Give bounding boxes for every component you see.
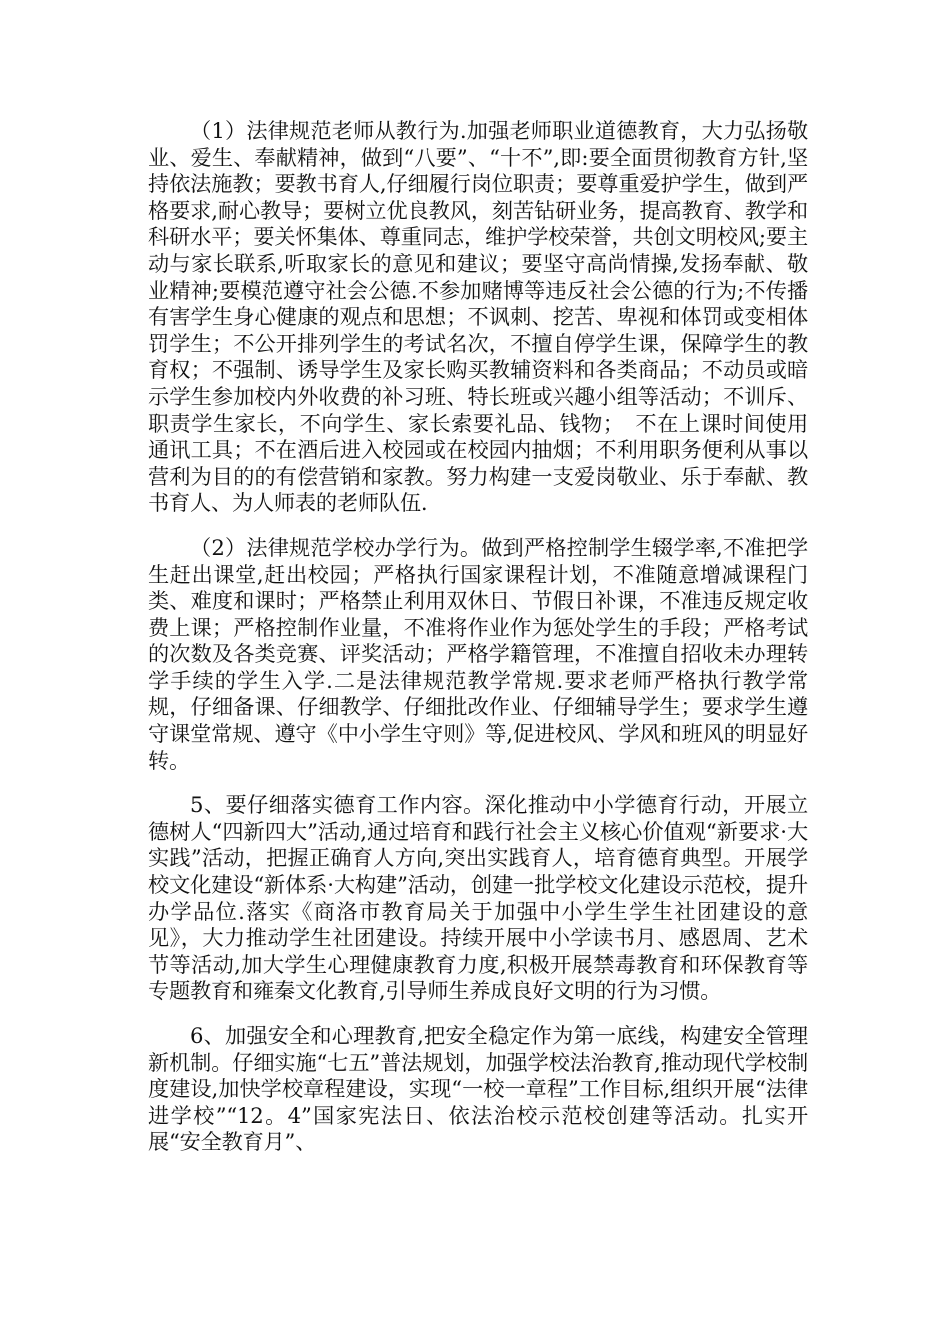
paragraph-teacher-conduct: （1）法律规范老师从教行为.加强老师职业道德教育，大力弘扬敬业、爱生、奉献精神，做到“八要”、“十不”,即:要全面贯彻教育方针,坚持依法施教；要教书育人,仔细履行岗位职责；要尊重爱护学生，做到严格要求,耐心教导；要树立优良教风，刻苦钻研业务，提高教育、教学和科研水平；要关怀集体、尊重同志，维护学校荣誉，共创文明校风;要主动与家长联系,听取家长的意见和建议；要坚守高尚情操,发扬奉献、敬业精神;要模范遵守社会公德.不参加赌博等违反社会公德的行为;不传播有害学生身心健康的观点和思想；不讽刺、挖苦、卑视和体罚或变相体罚学生；不公开排列学生的考试名次，不擅自停学生课，保障学生的教育权；不强制、诱导学生及家长购买教辅资料和各类商品；不动员或暗示学生参加校内外收费的补习班、特长班或兴趣小组等活动；不训斥、职责学生家长，不向学生、家长索要礼品、钱物； 不在上课时间使用通讯工具；不在酒后进入校园或在校园内抽烟；不利用职务便利从事以营利为目的的有偿营销和家教。努力构建一支爱岗敬业、乐于奉献、教书育人、为人师表的老师队伍. bbox=[148, 118, 808, 516]
paragraph-safety-education: 6、加强安全和心理教育,把安全稳定作为第一底线，构建安全管理新机制。仔细实施“七五”普法规划，加强学校法治教育,推动现代学校制度建设,加快学校章程建设，实现“一校一章程”工作目标,组织开展“法律进学校”“12。4”国家宪法日、依法治校示范校创建等活动。扎实开展“安全教育月”、 bbox=[148, 1023, 808, 1155]
document-page bbox=[148, 118, 808, 1174]
paragraph-moral-education: 5、要仔细落实德育工作内容。深化推动中小学德育行动，开展立德树人“四新四大”活动,通过培育和践行社会主义核心价值观“新要求·大实践”活动，把握正确育人方向,突出实践育人，培育德育典型。开展学校文化建设“新体系·大构建”活动，创建一批学校文化建设示范校，提升办学品位.落实《商洛市教育局关于加强中小学生学生社团建设的意见》，大力推动学生社团建设。持续开展中小学读书月、感恩周、艺术节等活动,加大学生心理健康教育力度,积极开展禁毒教育和环保教育等专题教育和雍秦文化教育,引导师生养成良好文明的行为习惯。 bbox=[148, 792, 808, 1004]
paragraph-school-conduct: （2）法律规范学校办学行为。做到严格控制学生辍学率,不准把学生赶出课堂,赶出校园；严格执行国家课程计划，不准随意增减课程门类、难度和课时；严格禁止利用双休日、节假日补课，不准违反规定收费上课；严格控制作业量，不准将作业作为惩处学生的手段；严格考试的次数及各类竞赛、评奖活动；严格学籍管理，不准擅自招收未办理转学手续的学生入学.二是法律规范教学常规.要求老师严格执行教学常规，仔细备课、仔细教学、仔细批改作业、仔细辅导学生；要求学生遵守课堂常规、遵守《中小学生守则》等,促进校风、学风和班风的明显好转。 bbox=[148, 534, 808, 773]
